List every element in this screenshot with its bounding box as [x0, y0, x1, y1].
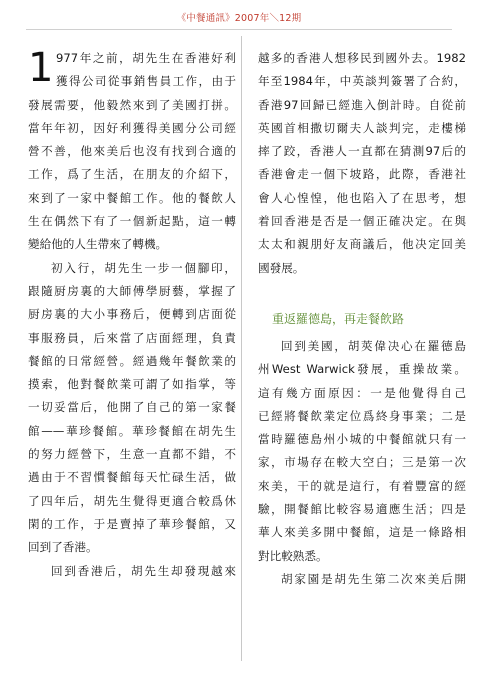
section-gap [258, 280, 466, 298]
text-line: 這有幾方面原因：一是他覺得自己 [258, 385, 466, 400]
section-heading: 重返羅德島，再走餐飲路 [272, 311, 405, 326]
text-line: 着回香港是否是一個正確决定。在與 [258, 214, 466, 229]
text-line: 香港97回歸已經進入倒計時。自從前 [258, 97, 466, 112]
text-line: 回到香港后，胡先生却發現越來 [51, 563, 236, 578]
text-line: 977年之前，胡先生在香港好利 [56, 51, 236, 65]
drop-cap: 1 [28, 45, 54, 91]
text-line: 餐館的日常經營。經過幾年餐飲業的 [28, 353, 236, 368]
text-line: 了四年后，胡先生覺得更適合較爲休 [28, 493, 236, 508]
text-line: 閑的工作，于是賣掉了華珍餐館，又 [28, 516, 236, 531]
text-line: 來美，干的就是這行，有着豐富的經 [258, 478, 466, 493]
left-column [28, 47, 236, 583]
text-line: 的努力經營下，生意一直都不錯，不 [28, 447, 236, 462]
text-line: 摸索，他對餐飲業可謂了如指掌，等 [28, 377, 236, 392]
text-line: 當年年初，因好利獲得美國分公司經 [28, 120, 236, 135]
text-line: 胡家園是胡先生第二次來美后開 [281, 571, 466, 586]
text-line: 家，市場存在較大空白；三是第一次 [258, 455, 466, 470]
text-line: 已經將餐飲業定位爲終身事業；二是 [258, 408, 466, 423]
text-line: 生在偶然下有了一個新起點，這一轉 [28, 214, 236, 229]
text-line: 華人來美多開中餐館，這是一條路相 [258, 525, 466, 540]
header-rule [26, 29, 452, 30]
text-line: 國發展。 [258, 260, 305, 275]
text-line: 發展需要，他毅然來到了美國打拼。 [28, 97, 236, 112]
text-line: 工作，爲了生活，在朋友的介紹下， [28, 167, 236, 182]
text-line: 會人心惶惶，他也陷入了在思考，想 [258, 190, 466, 205]
text-line: 摔了跤，香港人一直都在猜測97后的 [258, 144, 466, 159]
text-line: 驗，開餐館比較容易適應生活；四是 [258, 502, 466, 517]
column-divider [241, 36, 242, 661]
text-line: 變給他的人生帶來了轉機。 [28, 237, 168, 252]
text-line: 州West Warwick發展，重操故業。 [258, 362, 466, 377]
text-line: 一切妥當后，他開了自己的第一家餐 [28, 400, 236, 415]
text-line: 回到美國，胡莢偉决心在羅德島 [281, 338, 466, 353]
text-line: 事服務員，后來當了店面經理，負責 [28, 330, 236, 345]
text-line: 英國首相撒切爾夫人談判完，走樓梯 [258, 120, 466, 135]
text-line: 營不善，他來美后也沒有找到合適的 [28, 144, 236, 159]
text-line: 當時羅德島州小城的中餐館就只有一 [258, 432, 466, 447]
text-line: 回到了香港。 [28, 540, 98, 555]
text-line: 館——華珍餐館。華珍餐館在胡先生 [28, 423, 236, 438]
text-line: 初入行，胡先生一步一個腳印， [51, 260, 236, 275]
text-line: 香港會走一個下坡路，此際，香港社 [258, 167, 466, 182]
text-line: 越多的香港人想移民到國外去。1982 [258, 51, 466, 65]
text-line: 跟隨厨房裏的大師傅學厨藝，掌握了 [28, 283, 236, 298]
text-line: 獲得公司從事銷售員工作，由于 [56, 74, 236, 89]
text-line: 來到了一家中餐館工作。他的餐飲人 [28, 190, 236, 205]
text-line: 太太和親朋好友商議后，他决定回美 [258, 237, 466, 252]
right-column [258, 47, 466, 591]
text-line: 對比較熟悉。 [258, 548, 328, 563]
text-line: 年至1984年，中英談判簽署了合約， [258, 74, 466, 89]
running-header: 《中餐通訊》2007年＼12期 [176, 13, 302, 24]
text-line: 厨房裏的大小事務后，便轉到店面從 [28, 307, 236, 322]
text-line: 過由于不習慣餐館每天忙碌生活，做 [28, 470, 236, 485]
